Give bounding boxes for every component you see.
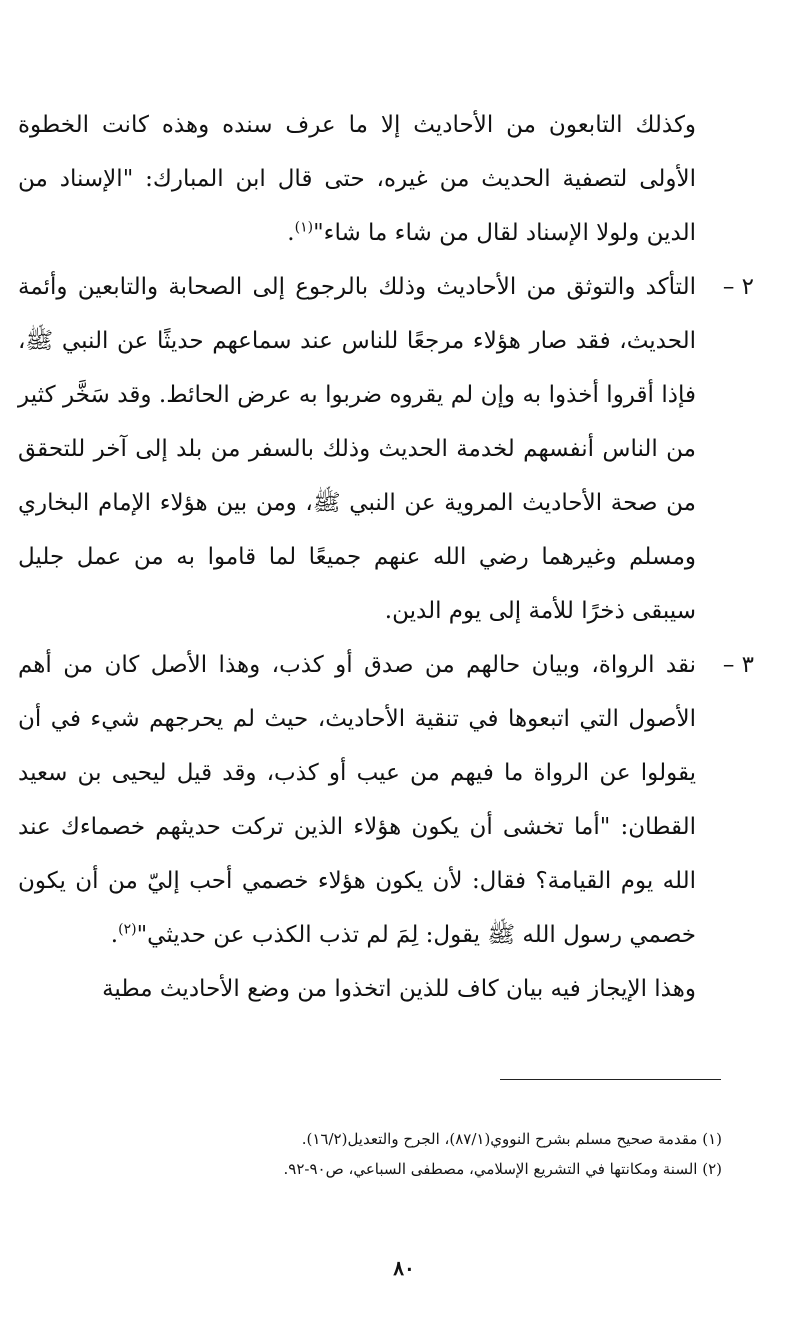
intro-paragraph <box>18 98 696 260</box>
list-item-3 <box>18 638 754 962</box>
list-item-2-text: التأكد والتوثق من الأحاديث وذلك بالرجوع إلى الصحابة والتابعين وأئمة الحديث، فقد صار هؤلاء مرجعًا للناس عند سماعهم حديثًا عن النبي ﷺ، فإذا أقروا أخذوا به وإن لم يقروه ضربوا به عرض الحائط. وقد سَخَّر كثير من الناس أنفسهم لخدمة الحديث وذلك بالسفر من بلد إلى آخر للتحقق من صحة الأحاديث المروية عن النبي ﷺ، ومن بين هؤلاء الإمام البخاري ومسلم وغيرهما رضي الله عنهم جميعًا لما قاموا به من عمل جليل سيبقى ذخرًا للأمة إلى يوم الدين. <box>18 274 696 624</box>
footnotes-block <box>82 1124 722 1184</box>
list-item-2 <box>18 260 754 638</box>
intro-paragraph-end: . <box>287 220 295 246</box>
list-item-3-end: . <box>110 922 119 948</box>
list-marker-3: ٣ – <box>722 652 754 678</box>
page-number: ٨٠ <box>393 1256 415 1280</box>
footnote-2: (٢) السنة ومكانتها في التشريع الإسلامي، مصطفى السباعي، ص٩٠-٩٢. <box>283 1160 722 1178</box>
intro-paragraph-text: وكذلك التابعون من الأحاديث إلا ما عرف سنده وهذه كانت الخطوة الأولى لتصفية الحديث من غيره، حتى قال ابن المبارك: "الإسناد من الدين ولولا الإسناد لقال من شاء ما شاء" <box>18 112 696 246</box>
list-marker-2: ٢ – <box>722 274 754 300</box>
footnote-reference-1: (١) <box>294 219 314 236</box>
main-text-block <box>18 98 754 1016</box>
footnote-1: (١) مقدمة صحيح مسلم بشرح النووي(٨٧/١)، الجرح والتعديل(١٦/٢). <box>301 1130 722 1148</box>
footnote-reference-2: (٢) <box>118 921 137 938</box>
list-item-3-text: نقد الرواة، وبيان حالهم من صدق أو كذب، وهذا الأصل كان من أهم الأصول التي اتبعوها في تنقية الأحاديث، حيث لم يحرجهم شيء في أن يقولوا عن الرواة ما فيهم من عيب أو كذب، وقد قيل ليحيى بن سعيد القطان: "أما تخشى أن يكون هؤلاء الذين تركت حديثهم خصماءك عند الله يوم القيامة؟ فقال: لأن يكون هؤلاء خصمي أحب إليّ من أن يكون خصمي رسول الله ﷺ يقول: لِمَ لم تذب الكذب عن حديثي" <box>18 652 696 948</box>
footnote-separator <box>500 1079 721 1080</box>
closing-paragraph: وهذا الإيجاز فيه بيان كاف للذين اتخذوا من وضع الأحاديث مطية <box>102 976 696 1002</box>
